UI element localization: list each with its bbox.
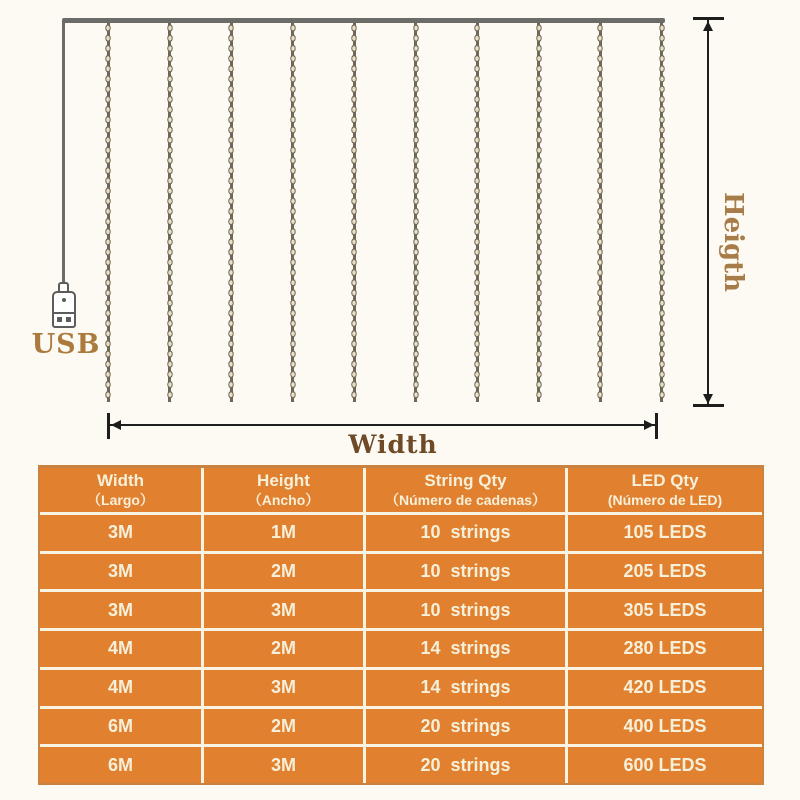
led-string — [289, 23, 297, 402]
table-cell: 2M — [204, 554, 363, 590]
table-cell: 1M — [204, 515, 363, 551]
width-arrow-left-tick — [107, 413, 110, 439]
led-string — [473, 23, 481, 402]
usb-plug-hole — [62, 298, 66, 302]
col-header-height-es: （Ancho） — [247, 492, 320, 508]
col-header-width-es: （Largo） — [87, 492, 154, 508]
table-cell: 205 LEDS — [568, 554, 762, 590]
table-cell: 20 strings — [366, 709, 565, 745]
usb-power-wire — [62, 21, 65, 284]
usb-label: USB — [31, 329, 101, 360]
led-string — [535, 23, 543, 402]
usb-contact-pin — [66, 317, 71, 322]
table-cell: 10 strings — [366, 515, 565, 551]
table-cell: 600 LEDS — [568, 747, 762, 783]
table-cell: 20 strings — [366, 747, 565, 783]
led-string — [412, 23, 420, 402]
height-arrow-bottom-tick — [693, 404, 724, 407]
width-arrowhead-left-icon — [111, 420, 121, 430]
led-string — [658, 23, 666, 402]
table-cell: 6M — [40, 747, 201, 783]
table-cell: 10 strings — [366, 592, 565, 628]
usb-plug-divider — [54, 312, 74, 314]
table-cell: 4M — [40, 670, 201, 706]
table-cell: 3M — [204, 592, 363, 628]
height-arrowhead-down-icon — [703, 394, 713, 404]
led-string — [596, 23, 604, 402]
table-cell: 420 LEDS — [568, 670, 762, 706]
width-arrow-right-tick — [655, 413, 658, 439]
table-cell: 3M — [204, 670, 363, 706]
table-cell: 400 LEDS — [568, 709, 762, 745]
table-cell: 3M — [40, 554, 201, 590]
usb-plug-icon — [52, 291, 76, 328]
col-header-string-qty-es: （Número de cadenas） — [384, 492, 547, 508]
table-cell: 2M — [204, 631, 363, 667]
table-cell: 3M — [204, 747, 363, 783]
col-header-height — [204, 468, 363, 512]
width-label: Width — [348, 430, 438, 459]
table-cell: 105 LEDS — [568, 515, 762, 551]
col-header-string-qty-en: String Qty — [424, 471, 507, 490]
table-cell: 305 LEDS — [568, 592, 762, 628]
height-arrow-line — [707, 20, 709, 405]
height-arrowhead-up-icon — [703, 21, 713, 31]
col-header-height-en: Height — [257, 471, 310, 490]
table-cell: 6M — [40, 709, 201, 745]
width-arrowhead-right-icon — [644, 420, 654, 430]
spec-table — [38, 465, 764, 785]
led-string — [166, 23, 174, 402]
table-cell: 14 strings — [366, 670, 565, 706]
width-arrow-line — [110, 424, 655, 426]
col-header-led-qty-es: (Número de LED) — [607, 492, 723, 508]
col-header-width-en: Width — [96, 471, 145, 490]
table-cell: 3M — [40, 515, 201, 551]
col-header-string-qty — [366, 468, 565, 512]
table-cell: 10 strings — [366, 554, 565, 590]
col-header-led-qty — [568, 468, 762, 512]
height-label: Heigth — [718, 192, 748, 293]
curtain-strings — [104, 23, 666, 402]
table-cell: 14 strings — [366, 631, 565, 667]
table-cell: 3M — [40, 592, 201, 628]
table-cell: 280 LEDS — [568, 631, 762, 667]
led-string — [227, 23, 235, 402]
usb-contact-pin — [57, 317, 62, 322]
col-header-width — [40, 468, 201, 512]
table-cell: 2M — [204, 709, 363, 745]
col-header-led-qty-en: LED Qty — [631, 471, 699, 490]
table-cell: 4M — [40, 631, 201, 667]
led-string — [350, 23, 358, 402]
